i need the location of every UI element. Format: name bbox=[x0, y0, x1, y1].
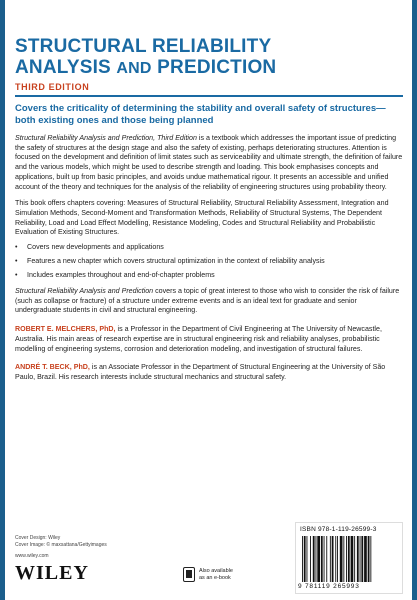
title-line-1: STRUCTURAL RELIABILITY bbox=[15, 36, 272, 57]
edition-label: THIRD EDITION bbox=[15, 82, 90, 92]
bullet-icon: • bbox=[15, 271, 18, 280]
barcode-digits: 9 781119 265993 bbox=[298, 583, 360, 590]
cover-image-credit: Cover Image: © maxsattana/Gettyimages bbox=[15, 541, 107, 548]
list-item: • Covers new developments and applications bbox=[15, 243, 164, 252]
ebook-icon bbox=[183, 567, 195, 582]
publisher-website: www.wiley.com bbox=[15, 553, 49, 559]
title-divider bbox=[15, 95, 403, 97]
feature-list bbox=[15, 243, 403, 280]
cover-design-credit: Cover Design: Wiley bbox=[15, 535, 61, 541]
publisher-logo: WILEY bbox=[15, 562, 89, 584]
isbn-label: ISBN 978-1-119-26599-3 bbox=[300, 526, 377, 533]
title-line-2: ANALYSIS AND PREDICTION bbox=[15, 57, 277, 78]
cover-credits bbox=[15, 535, 107, 548]
tagline: Covers the criticality of determining the stability and overall safety of structures—both existing ones and those being planned bbox=[15, 103, 386, 126]
description-paragraph-3: Structural Reliability Analysis and Prediction covers a topic of great interest to those who wish to consider the risk of failure (such as collapse or fracture) of a structure under extreme events and is an ideal text for graduate and senior undergraduate students in civil and structural engineering. bbox=[15, 287, 400, 315]
list-item: • Includes examples throughout and end-of-chapter problems bbox=[15, 271, 215, 280]
bullet-icon: • bbox=[15, 257, 18, 266]
book-title bbox=[15, 36, 403, 79]
description-paragraph-1: Structural Reliability Analysis and Prediction, Third Edition is a textbook which addresses the important issue of predicting the safety of structures at the design stage and also the safety of existing, perhaps deteriorating structures. Attention is focused on the development and definition of limit states such as serviceability and ultimate strength, the definition of failure and the various models, which might be used to describe strength and loading. This book emphasises concepts and applications, built up from basic principles, and avoids undue mathematical rigour. It presents an accessible and unified account of the theory and techniques for the analysis of the reliability of engineering structures using probability theory. bbox=[15, 134, 403, 191]
cover-content bbox=[15, 36, 403, 383]
barcode-image bbox=[300, 536, 400, 582]
author-bio-2: ANDRÉ T. BECK, PhD, is an Associate Professor in the Department of Structural Engineering at the University of São Paulo, Brazil. His research interests include structural mechanics and structural safety. bbox=[15, 363, 386, 381]
list-item: • Features a new chapter which covers structural optimization in the context of reliability analysis bbox=[15, 257, 325, 266]
barcode-panel bbox=[295, 522, 403, 594]
bullet-icon: • bbox=[15, 243, 18, 252]
author-bio-1: ROBERT E. MELCHERS, PhD, is a Professor in the Department of Civil Engineering at The University of Newcastle, Australia. His main areas of research expertise are in structural engineering risk and reliability analyses, probabilistic modelling of engineering systems, corrosion and deterioration modeling, and investigation of structural failures. bbox=[15, 325, 382, 353]
ebook-badge: Also available as an e-book bbox=[183, 567, 233, 582]
description-paragraph-2: This book offers chapters covering: Measures of Structural Reliability, Structural Reliability Assessment, Integration and Simulation Methods, Second-Moment and Transformation Methods, Reliability of Structural Systems, The Dependent Reliability, Load and Load Effect Modelling, Resistance Modeling, Codes and Structural Reliability and Probabilistic Evaluation of Existing Structures. bbox=[15, 199, 389, 237]
